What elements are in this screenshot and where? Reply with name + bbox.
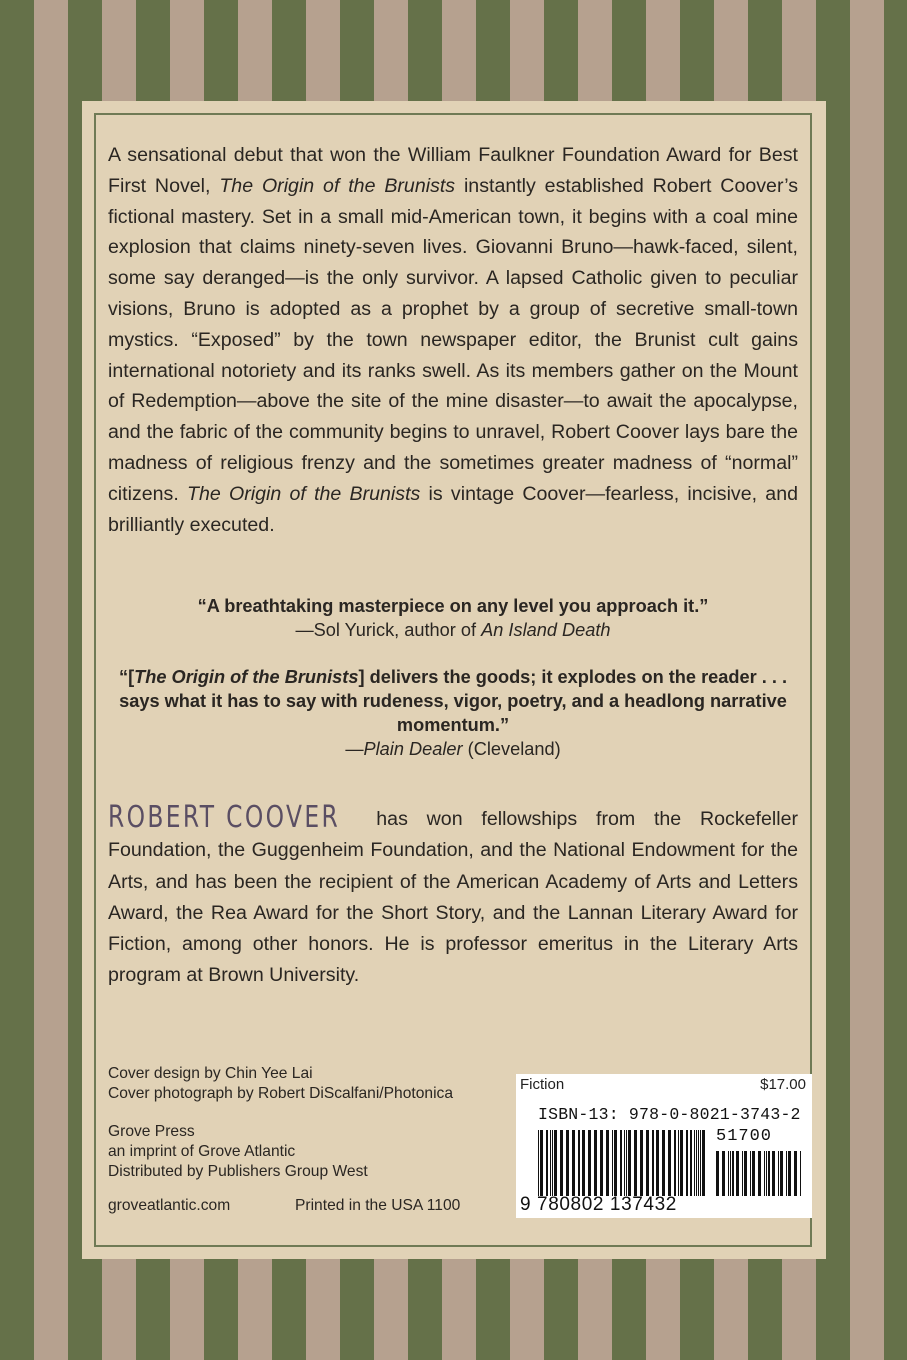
barcode-bar xyxy=(696,1130,697,1196)
quote-2-attribution-work: Plain Dealer xyxy=(363,739,463,759)
barcode-bar xyxy=(702,1130,705,1196)
barcode-bar xyxy=(788,1151,791,1196)
design-credits xyxy=(108,1064,453,1104)
barcode-bar xyxy=(620,1130,622,1196)
publisher-name: Grove Press xyxy=(108,1123,195,1140)
barcode-bar xyxy=(668,1130,671,1196)
quote-2-attribution-suffix: (Cleveland) xyxy=(462,739,561,759)
barcode-bar xyxy=(772,1151,775,1196)
barcode-bar xyxy=(700,1130,701,1196)
cover-photo-credit: Cover photograph by Robert DiScalfani/Photonica xyxy=(108,1085,453,1102)
barcode-bar xyxy=(540,1130,543,1196)
quote-1-text: “A breathtaking masterpiece on any level you approach it.” xyxy=(197,596,709,616)
barcode-bar xyxy=(626,1130,627,1196)
quote-1-attribution-prefix: —Sol Yurick, author of xyxy=(295,620,482,640)
barcode-bar xyxy=(566,1130,569,1196)
barcode-bar xyxy=(766,1151,767,1196)
barcode-bar xyxy=(732,1151,734,1196)
publisher-website xyxy=(108,1196,230,1216)
price-label: $17.00 xyxy=(760,1076,806,1093)
barcode-bar xyxy=(656,1130,659,1196)
barcode-bar xyxy=(652,1130,654,1196)
barcode-bar xyxy=(758,1151,761,1196)
barcode-bar xyxy=(634,1130,637,1196)
barcode-bar xyxy=(646,1130,649,1196)
review-quote-1 xyxy=(108,594,798,642)
barcode-bar xyxy=(588,1130,591,1196)
barcode-bar xyxy=(730,1151,731,1196)
quote-2-book-title: The Origin of the Brunists xyxy=(134,667,359,687)
quote-1-attribution-work: An Island Death xyxy=(481,620,611,640)
distributor: Distributed by Publishers Group West xyxy=(108,1163,368,1180)
barcode-bar xyxy=(768,1151,770,1196)
quote-2-text xyxy=(119,667,787,735)
barcode-bar xyxy=(578,1130,580,1196)
barcode-bar xyxy=(716,1151,719,1196)
isbn-text: ISBN-13: 978-0-8021-3743-2 xyxy=(538,1105,801,1124)
quote-1-attribution xyxy=(295,620,610,640)
quote-2-body: ] delivers the goods; it explodes on the reader . . . says what it has to say with rudeness, vigor, poetry, and a headlong narrative momentum.” xyxy=(119,667,787,735)
barcode-bar xyxy=(728,1151,729,1196)
genre-label: Fiction xyxy=(520,1076,565,1093)
blurb-text-3: is vintage Coover—fearless, incisive, and brilliantly executed. xyxy=(108,482,798,536)
barcode-bar xyxy=(600,1130,603,1196)
barcode-bar xyxy=(698,1130,699,1196)
blurb-book-title-2: The Origin of the Brunists xyxy=(187,482,421,505)
barcode-bar xyxy=(722,1151,725,1196)
barcode-bar xyxy=(742,1151,743,1196)
barcode-bar xyxy=(794,1151,797,1196)
barcode-bar xyxy=(680,1130,683,1196)
ean-digits: 9 780802 137432 xyxy=(520,1194,677,1215)
barcode-bar xyxy=(554,1130,557,1196)
author-name: ROBERT COOVER xyxy=(108,800,341,835)
quote-2-open: “[ xyxy=(119,667,135,687)
publisher-imprint: an imprint of Grove Atlantic xyxy=(108,1143,296,1160)
barcode-bar xyxy=(594,1130,597,1196)
barcode-bar xyxy=(546,1130,548,1196)
blurb-book-title: The Origin of the Brunists xyxy=(219,174,456,197)
barcode-bar xyxy=(690,1130,692,1196)
cover-design-credit: Cover design by Chin Yee Lai xyxy=(108,1065,313,1082)
website-text: groveatlantic.com xyxy=(108,1197,231,1214)
barcode-bar xyxy=(538,1130,539,1196)
blurb-text-2: instantly established Robert Coover’s fictional mastery. Set in a small mid-American town, it begins with a coal mine explosion that claims ninety-seven lives. Giovanni Bruno—hawk-faced, silent, some say deranged—is the only survivor. A lapsed Catholic given to peculiar visions, Bruno is adopted as a prophet by a group of secretive small-town mystics. “Exposed” by the town newspaper editor, the Brunist cult gains international notoriety and its ranks swell. As its members gather on the Mount of Redemption—above the site of the mine disaster—to await the apocalypse, and the fabric of the community begins to unravel, Robert Coover lays bare the madness of religious frenzy and the sometimes greater madness of “normal” citizens. xyxy=(108,174,798,505)
barcode-bar xyxy=(582,1130,585,1196)
barcode-bar xyxy=(674,1130,676,1196)
barcode-bar xyxy=(628,1130,631,1196)
barcode-bar xyxy=(614,1130,617,1196)
barcode-bar xyxy=(752,1151,755,1196)
barcode-bar xyxy=(694,1130,695,1196)
barcode-bar xyxy=(560,1130,563,1196)
barcode-bar xyxy=(678,1130,679,1196)
barcode-bar xyxy=(744,1151,747,1196)
barcode-bar xyxy=(572,1130,575,1196)
barcode-bar xyxy=(606,1130,609,1196)
addon-barcode xyxy=(716,1151,804,1196)
barcode-bar xyxy=(736,1151,739,1196)
barcode-bar xyxy=(778,1151,779,1196)
author-bio-text: has won fellowships from the Rockefeller Foundation, the Guggenheim Foundation, and the National Endowment for the Arts, and has been the recipient of the American Academy of Arts and Letters Award, the Rea Award for the Short Story, and the Lannan Literary Award for Fiction, among other honors. He is professor emeritus in the Literary Arts program at Brown University. xyxy=(108,808,798,987)
book-blurb xyxy=(108,140,798,540)
blurb-text-1: A sensational debut that won the William Faulkner Foundation Award for Best First Novel, xyxy=(108,144,798,197)
barcode-bar xyxy=(552,1130,553,1196)
barcode-bar xyxy=(780,1151,783,1196)
barcode-bar xyxy=(800,1151,801,1196)
barcode-bar xyxy=(786,1151,787,1196)
barcode-bar xyxy=(612,1130,613,1196)
quote-2-dash: — xyxy=(345,739,364,759)
publisher-info xyxy=(108,1122,368,1182)
barcode-bar xyxy=(624,1130,625,1196)
printed-in-usa: Printed in the USA 1100 xyxy=(295,1197,461,1214)
ean-barcode xyxy=(538,1130,710,1196)
review-quote-2 xyxy=(108,665,798,761)
barcode-bar xyxy=(750,1151,751,1196)
barcode-bar xyxy=(550,1130,551,1196)
barcode-bar xyxy=(764,1151,765,1196)
barcode-label xyxy=(516,1074,812,1218)
barcode-bar xyxy=(640,1130,643,1196)
price-addon-digits: 51700 xyxy=(716,1127,773,1146)
author-bio xyxy=(108,802,798,992)
barcode-bar xyxy=(662,1130,665,1196)
quote-2-attribution xyxy=(345,739,560,759)
barcode-bar xyxy=(686,1130,688,1196)
